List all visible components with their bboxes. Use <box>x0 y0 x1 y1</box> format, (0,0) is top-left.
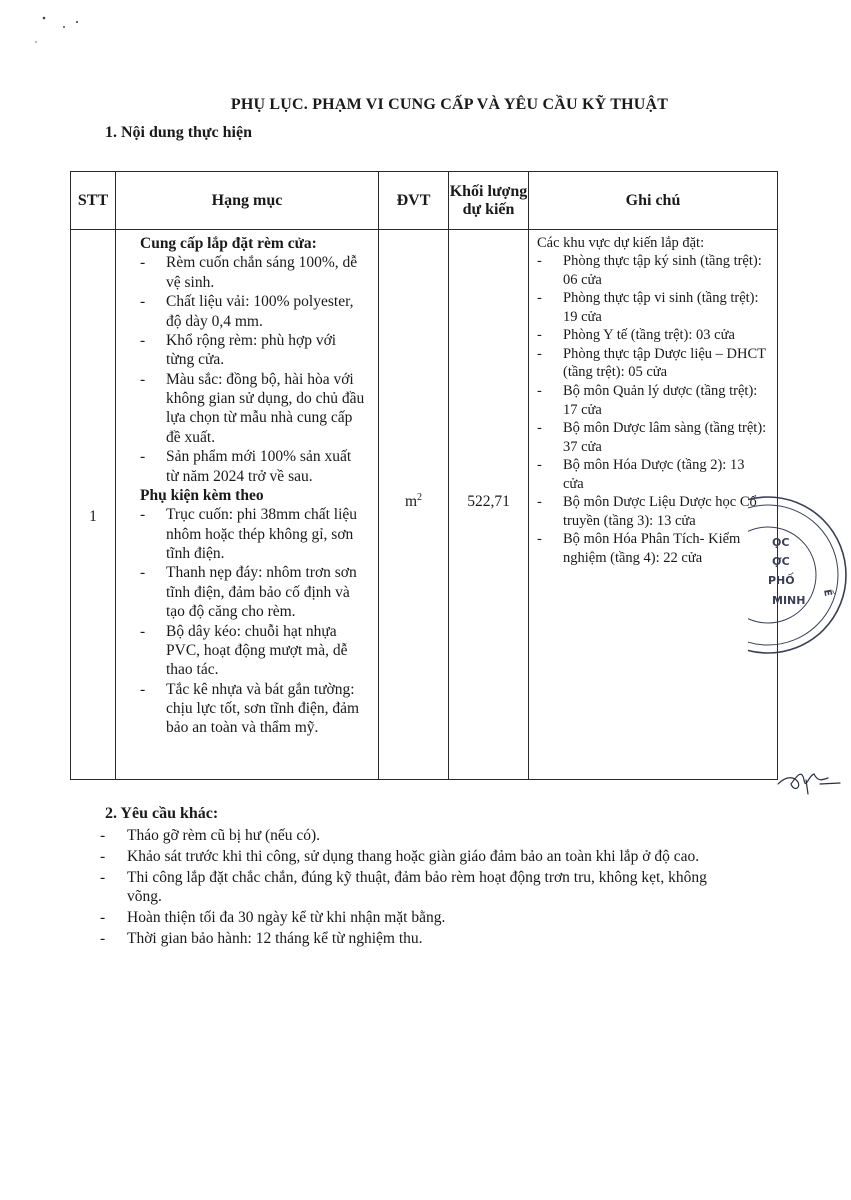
unit-exponent: 2 <box>417 491 423 503</box>
scope-table <box>70 171 778 780</box>
stamp-text: PHỐ <box>768 574 795 587</box>
list-item: - Sản phẩm mới 100% sản xuất từ năm 2024 trở về sau. <box>140 447 366 486</box>
column-header-unit: ĐVT <box>379 172 449 230</box>
notes-cell <box>529 230 778 780</box>
section-1-heading: 1. Nội dung thực hiện <box>105 124 252 141</box>
list-item: - Bộ môn Hóa Dược (tầng 2): 13 cửa <box>537 456 767 493</box>
list-item: - Phòng thực tập Dược liệu – DHCT (tầng trệt): 05 cửa <box>537 345 767 382</box>
list-item: - Phòng Y tế (tầng trệt): 03 cửa <box>537 326 767 345</box>
notes-intro: Các khu vực dự kiến lắp đặt: <box>537 235 705 251</box>
list-item: - Bộ dây kéo: chuỗi hạt nhựa PVC, hoạt động mượt mà, dễ thao tác. <box>140 622 366 680</box>
scan-specks <box>30 12 90 52</box>
list-item: - Thi công lắp đặt chắc chắn, đúng kỹ thuật, đảm bảo rèm hoạt động trơn tru, không kẹt, không võng. <box>100 868 720 908</box>
list-item: - Tháo gỡ rèm cũ bị hư (nếu có). <box>100 826 720 846</box>
group-title-curtains: Cung cấp lắp đặt rèm cửa: <box>140 235 317 252</box>
list-item: - Bộ môn Hóa Phân Tích- Kiểm nghiệm (tầng 4): 22 cửa <box>537 530 767 567</box>
stamp-text: ỢC <box>772 555 790 568</box>
column-header-item: Hạng mục <box>116 172 379 230</box>
installation-area-list <box>537 252 767 567</box>
row-quantity: 522,71 <box>449 230 529 780</box>
list-item: - Phòng thực tập ký sinh (tầng trệt): 06 cửa <box>537 252 767 289</box>
list-item: - Màu sắc: đồng bộ, hài hòa với không gian sử dụng, do chủ đầu lựa chọn từ mẫu nhà cung cấp đề xuất. <box>140 370 366 448</box>
list-item: - Rèm cuốn chắn sáng 100%, dễ vệ sinh. <box>140 253 366 292</box>
page-title: PHỤ LỤC. PHẠM VI CUNG CẤP VÀ YÊU CẦU KỸ THUẬT <box>230 96 669 113</box>
list-item: - Bộ môn Dược lâm sàng (tầng trệt): 37 cửa <box>537 419 767 456</box>
curtain-spec-list <box>154 253 366 486</box>
list-item: - Thời gian bảo hành: 12 tháng kể từ nghiệm thu. <box>100 929 720 949</box>
requirements-list <box>100 826 720 950</box>
column-header-stt: STT <box>71 172 116 230</box>
list-item: - Bộ môn Quản lý dược (tầng trệt): 17 cửa <box>537 382 767 419</box>
table-header-row <box>71 172 778 230</box>
row-stt: 1 <box>71 230 116 780</box>
group-title-accessories: Phụ kiện kèm theo <box>140 486 264 504</box>
list-item: - Chất liệu vải: 100% polyester, độ dày 0,4 mm. <box>140 292 366 331</box>
section-2-heading: 2. Yêu cầu khác: <box>105 805 219 822</box>
accessory-list <box>154 505 366 738</box>
column-header-notes: Ghi chú <box>529 172 778 230</box>
list-item: - Khổ rộng rèm: phù hợp với từng cửa. <box>140 331 366 370</box>
list-item: - Khảo sát trước khi thi công, sử dụng thang hoặc giàn giáo đảm bảo an toàn khi lắp ở độ cao. <box>100 847 720 867</box>
unit-base: m <box>404 492 418 510</box>
list-item: - Trục cuốn: phi 38mm chất liệu nhôm hoặc thép không gỉ, sơn tĩnh điện. <box>140 505 366 563</box>
list-item: - Thanh nẹp đáy: nhôm trơn sơn tĩnh điện, đảm bảo cố định và tạo độ căng cho rèm. <box>140 563 366 621</box>
stamp-text: MINH <box>772 594 806 607</box>
list-item: - Bộ môn Dược Liệu Dược học Cổ truyền (tầng 3): 13 cửa <box>537 493 767 530</box>
item-description-cell <box>116 230 379 780</box>
column-header-quantity: Khối lượng dự kiến <box>449 172 529 230</box>
list-item: - Phòng thực tập vi sinh (tầng trệt): 19 cửa <box>537 289 767 326</box>
initials-signature <box>776 762 842 796</box>
list-item: - Tắc kê nhựa và bát gắn tường: chịu lực tốt, sơn tĩnh điện, đảm bảo an toàn và thẩm mỹ. <box>140 680 366 738</box>
stamp-text: Ế <box>821 588 834 598</box>
stamp-text: ỌC <box>772 536 790 549</box>
row-unit <box>379 230 449 780</box>
official-stamp <box>748 480 851 670</box>
list-item: - Hoàn thiện tối đa 30 ngày kể từ khi nhận mặt bằng. <box>100 908 720 928</box>
table-row <box>71 230 778 780</box>
